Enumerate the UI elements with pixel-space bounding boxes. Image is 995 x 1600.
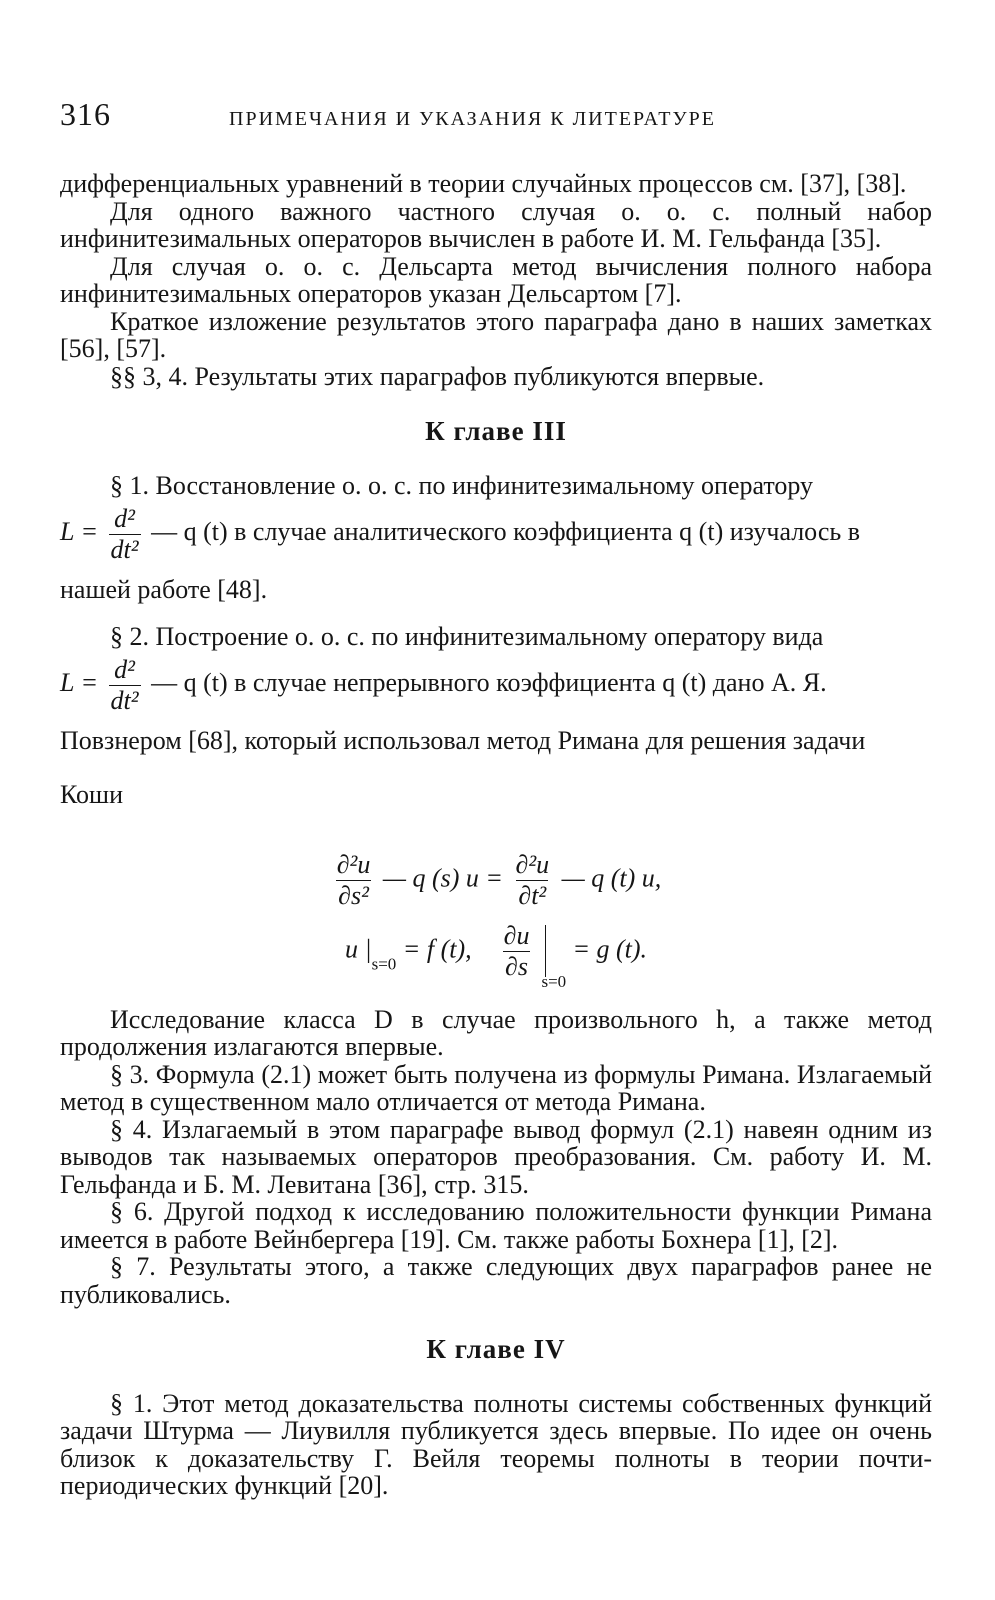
page-number: 316 — [60, 96, 111, 132]
paragraph: § 4. Излагаемый в этом параграфе вывод формул (2.1) навеян одним из выводов так называемых операторов преобразования. См. работу И. М. Гельфанда и Б. М. Левитана [36], стр. 315. — [60, 1114, 932, 1199]
fraction — [335, 849, 373, 910]
paragraph-tail: в случае непрерывного коэффициента q (t) дано А. Я. Повзнером [68], который использовал метод Римана для решения задачи Коши — [60, 668, 866, 809]
vertical-bar — [545, 925, 546, 977]
paragraph-section-2-intro: § 2. Построение о. о. с. по инфинитезимальному оператору вида — [110, 621, 824, 651]
paragraph: §§ 3, 4. Результаты этих параграфов публикуются впервые. — [110, 361, 765, 391]
paragraph: § 7. Результаты этого, а также следующих двух параграфов ранее не публиковались. — [60, 1252, 932, 1309]
page-body — [60, 170, 932, 1500]
subscript: s=0 — [371, 954, 397, 974]
fraction-denominator: ∂s — [505, 951, 529, 981]
operator-lhs: L = — [60, 517, 99, 546]
paragraph: Для одного важного частного случая о. о. с. полный набор инфинитезимальных операторов вычислен в работе И. М. Гельфанда [35]. — [60, 196, 932, 253]
book-page — [60, 96, 932, 1500]
fraction-numerator: d² — [114, 654, 135, 684]
paragraph: § 1. Этот метод доказательства полноты системы собственных функций задачи Штурма — Лиувилля публикуется здесь впервые. По идее он очень близок к доказательству Г. Вейля теоремы полноты в теории почти-периодических функций [20]. — [60, 1388, 932, 1501]
equation-1 — [60, 849, 932, 910]
display-equations — [60, 849, 932, 991]
paragraph: Исследование класса D в случае произвольного h, а также метод продолжения излагаются впервые. — [60, 1004, 932, 1062]
boundary-f: = f (t), — [402, 934, 472, 964]
paragraph: § 3. Формула (2.1) может быть получена из формулы Римана. Излагаемый метод в существенном мало отличается от метода Римана. — [60, 1059, 932, 1117]
paragraph-section-1-formula — [60, 505, 932, 617]
fraction — [109, 503, 141, 564]
evaluation-bar — [535, 925, 567, 991]
paragraph: дифференциальных уравнений в теории случайных процессов см. [37], [38]. — [60, 169, 907, 198]
paragraph: Для случая о. о. с. Дельсарта метод вычисления полного набора инфинитезимальных операторов указан Дельсартом [7]. — [60, 251, 932, 308]
chapter-heading-4: К главе IV — [426, 1334, 566, 1365]
running-title: ПРИМЕЧАНИЯ И УКАЗАНИЯ К ЛИТЕРАТУРЕ — [229, 108, 717, 130]
fraction-numerator: ∂²u — [336, 849, 371, 879]
fraction-numerator: ∂²u — [515, 849, 550, 879]
fraction-numerator: d² — [114, 503, 135, 533]
chapter-heading-3: К главе III — [425, 416, 567, 446]
page-header — [60, 96, 932, 140]
fraction — [109, 654, 141, 715]
fraction-denominator: dt² — [110, 534, 139, 564]
paragraph-tail: в случае аналитического коэффициента q (t) изучалось в нашей работе [48]. — [60, 517, 861, 604]
fraction-denominator: ∂t² — [518, 880, 547, 910]
paragraph-section-1-intro: § 1. Восстановление о. о. с. по инфинитезимальному оператору — [110, 470, 814, 500]
operator-rhs: — q (t) — [151, 517, 228, 546]
operator-lhs: L = — [60, 668, 99, 698]
fraction-denominator: dt² — [110, 685, 139, 715]
equation-2 — [60, 920, 932, 991]
fraction-denominator: ∂s² — [338, 880, 369, 910]
fraction-numerator: ∂u — [503, 920, 530, 950]
subscript: s=0 — [541, 971, 567, 991]
fraction — [513, 849, 551, 910]
paragraph: § 6. Другой подход к исследованию положительности функции Римана имеется в работе Вейнбергера [19]. См. также работы Бохнера [1], [2]. — [60, 1197, 932, 1254]
boundary-g: = g (t). — [572, 934, 648, 964]
paragraph: Краткое изложение результатов этого параграфа дано в наших заметках [56], [57]. — [60, 306, 932, 363]
operator-rhs: — q (t) — [151, 668, 228, 698]
paragraph-section-2-formula — [60, 656, 932, 822]
equation-end: — q (t) u, — [561, 863, 662, 893]
equation-middle: — q (s) u = — [382, 863, 503, 893]
fraction — [502, 920, 532, 981]
boundary-u: u | — [344, 934, 372, 964]
